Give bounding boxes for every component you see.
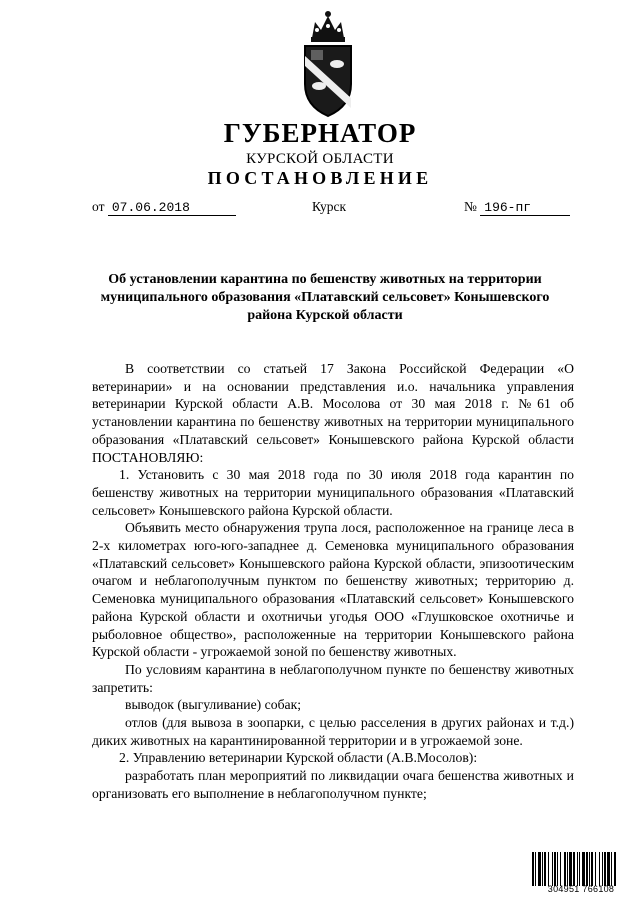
document-body [92,360,574,803]
document-date: 07.06.2018 [108,200,236,216]
barcode-bar [567,852,568,886]
barcode-icon [532,852,630,886]
document-date-line [92,198,236,218]
paragraph-prohibit: По условиям карантина в неблагополучном пункте по бешенству животных запретить: [92,661,574,695]
barcode-bar [582,852,585,886]
barcode-number: 304951 766108 [547,884,615,894]
barcode-bar [564,852,566,886]
number-prefix: № [464,199,477,214]
barcode-bar [614,852,616,886]
barcode-bar [573,852,575,886]
barcode-bar [538,852,541,886]
barcode [532,852,630,898]
barcode-bar [599,852,600,886]
paragraph-dogs: выводок (выгуливание) собак; [125,697,302,713]
barcode-bar [542,852,543,886]
coat-of-arms-icon [297,8,359,120]
paragraph-preamble: В соответствии со статьей 17 Закона Российской Федерации «О ветеринарии» и на основании представления и.о. начальника управления ветеринарии Курской области А.В. Мосолова от 30 мая 2018 г. №61 об установлении карантина по бешенству животных на территории муниципального образования «Платавский сельсовет» Конышевского района Курской области ПОСТАНОВЛЯЮ: [92,361,574,465]
barcode-bar [591,852,593,886]
barcode-bar [602,852,603,886]
paragraph-declare: Объявить место обнаружения трупа лося, расположенное на границе леса в 2-х километрах юго-юго-западнее д. Семеновка муниципального образования «Платавский сельсовет» Конышевского района Курской области, эпизоотическим очагом и неблагополучным пунктом по бешенству животных; территорию д. Семеновка муниципального образования «Платавский сельсовет» Конышевского района Курской области и охотничьи угодья ООО «Глушковское охотничье и рыболовное общество», расположенные на территории Конышевского района Курской области - угрожаемой зоной по бешенству животных. [92,520,574,660]
date-prefix: от [92,199,105,214]
barcode-bar [611,852,612,886]
paragraph-item-2: 2. Управлению ветеринарии Курской области (А.В.Мосолов): [119,750,478,766]
barcode-bar [586,852,588,886]
barcode-bar [544,852,546,886]
document-city: Курск [312,199,347,214]
region-name: КУРСКОЙ ОБЛАСТИ [246,151,394,167]
governor-title: ГУБЕРНАТОР [223,118,417,148]
barcode-bar [577,852,578,886]
document-number: 196-пг [480,200,570,216]
barcode-bar [560,852,561,886]
paragraph-plan: разработать план мероприятий по ликвидации очага бешенства животных и организовать его выполнение в неблагополучном пункте; [92,768,574,801]
barcode-bar [589,852,590,886]
barcode-bar [604,852,606,886]
barcode-bar [532,852,534,886]
document-type: ПОСТАНОВЛЕНИЕ [207,168,433,188]
document-number-line [464,198,570,218]
paragraph-item-1: 1. Установить с 30 мая 2018 года по 30 июля 2018 года карантин по бешенству животных на территории муниципального образования «Платавский сельсовет» Конышевского района Курской области. [92,467,574,518]
barcode-bar [552,852,553,886]
barcode-bar [569,852,572,886]
document-heading: Об установлении карантина по бешенству животных на территории муниципального образования «Платавский сельсовет» Конышевского района Курской области [100,272,550,323]
barcode-bar [595,852,596,886]
barcode-bar [607,852,610,886]
barcode-bar [557,852,558,886]
paragraph-capture: отлов (для вывоза в зоопарки, с целью расселения в других районах и т.д.) диких животных на карантинированной территории и в угрожаемой зоне. [92,715,574,748]
barcode-bar [548,852,549,886]
barcode-bar [579,852,580,886]
barcode-bar [535,852,536,886]
barcode-bar [554,852,556,886]
